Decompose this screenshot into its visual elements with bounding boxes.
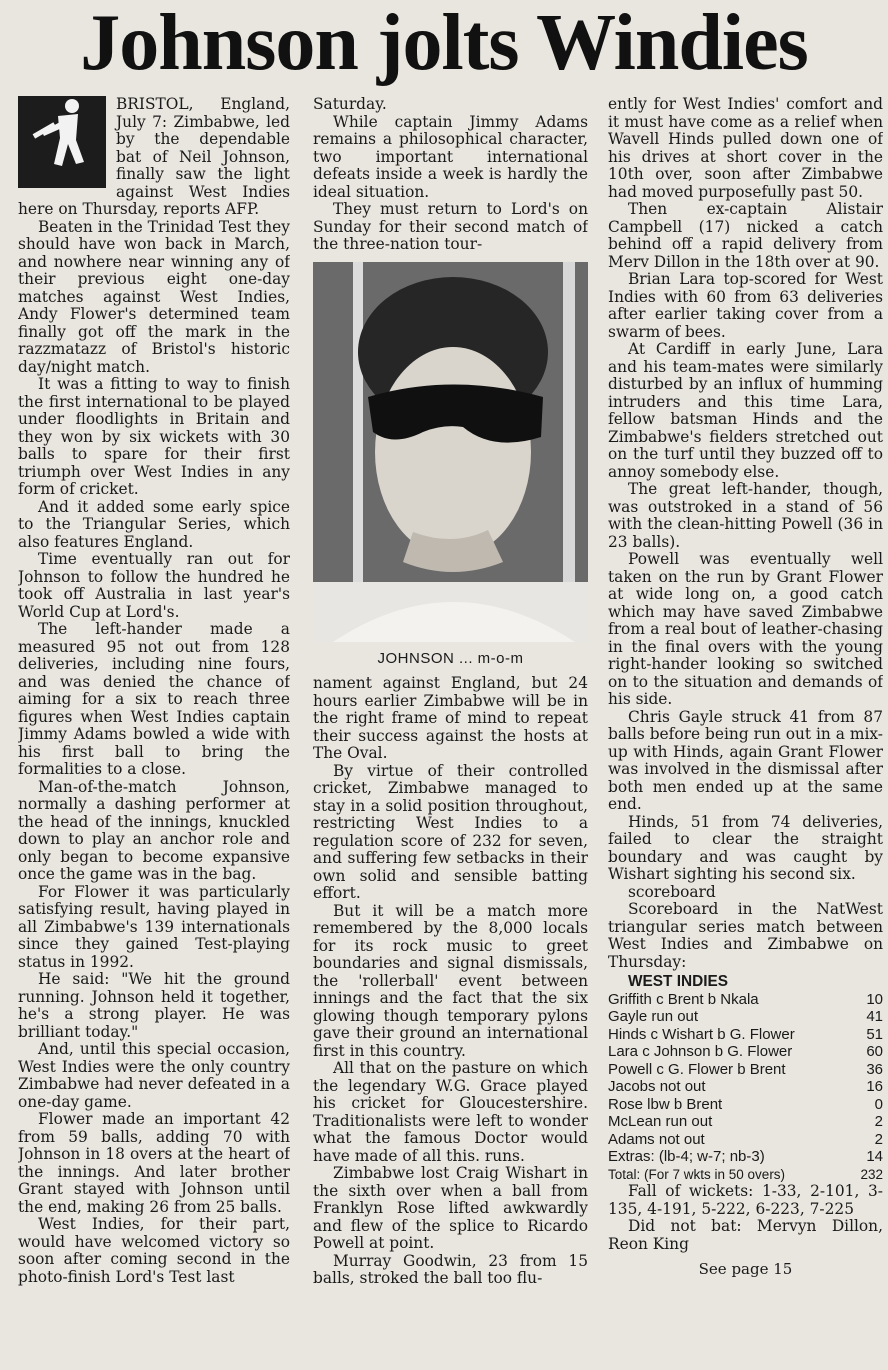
batsman-runs: 0 (874, 1095, 883, 1113)
paragraph: West Indies, for their part, would have welcomed victory so soon after coming second in the photo-finish Lord's Test last (18, 1215, 290, 1286)
paragraph: Hinds, 51 from 74 deliveries, failed to clear the straight boundary and was caught by Wishart sighting his second six. (608, 812, 883, 883)
batsman-runs: 2 (874, 1130, 883, 1148)
batsman-runs: 10 (866, 990, 883, 1008)
player-photo (313, 262, 588, 642)
scoreboard-row (608, 1078, 883, 1096)
column-3 (608, 96, 883, 1364)
paragraph: Chris Gayle struck 41 from 87 balls before being run out in a mix-up with Hinds, again Grant Flower was involved in the dismissal after both men ended up at the same end. (608, 707, 883, 813)
paragraph: The great left-hander, though, was outstroked in a stand of 56 with the clean-hitting Powell (36 in 23 balls). (608, 480, 883, 551)
batsman-entry: Powell c G. Flower b Brent (608, 1060, 786, 1078)
batsman-runs: 14 (866, 1148, 883, 1165)
article-text-col3 (608, 96, 883, 971)
paragraph: The left-hander made a measured 95 not out from 128 deliveries, including nine fours, and was denied the chance of aiming for a six to reach three figures when West Indies captain Jimmy Adams bowled a wide with his first ball to bring the formalities to a close. (18, 620, 290, 778)
paragraph: At Cardiff in early June, Lara and his team-mates were similarly disturbed by an influx of humming intruders and this time Lara, fellow batsman Hinds and the Zimbabwe's fielders stretched out on the turf until they buzzed off to annoy somebody else. (608, 340, 883, 481)
scoreboard-total (608, 1166, 883, 1184)
batsman-entry: Adams not out (608, 1130, 705, 1148)
paragraph: BRISTOL, England, July 7: Zimbabwe, led by the dependable bat of Neil Johnson, finally saw the light against West Indies here on Thursday, reports AFP. (18, 96, 290, 218)
scoreboard-row (608, 1096, 883, 1114)
article-text-col2-bottom (313, 675, 588, 1288)
total-runs: 232 (860, 1166, 883, 1182)
scoreboard-row (608, 1008, 883, 1026)
paragraph: nament against England, but 24 hours earlier Zimbabwe will be in the right frame of mind to repeat their success against the hosts at The Oval. (313, 674, 588, 762)
cricket-batsman-icon (18, 96, 106, 188)
column-1 (18, 96, 290, 1364)
paragraph: Brian Lara top-scored for West Indies with 60 from 63 deliveries after earlier taking cover from a swarm of bees. (608, 270, 883, 341)
fall-of-wickets: Fall of wickets: 1-33, 2-101, 3-135, 4-191, 5-222, 6-223, 7-225 (608, 1182, 883, 1218)
paragraph: Murray Goodwin, 23 from 15 balls, stroked the ball too flu- (313, 1251, 588, 1287)
batsman-entry: Griffith c Brent b Nkala (608, 990, 759, 1008)
paragraph: While captain Jimmy Adams remains a philosophical character, two important international defeats inside a week is hardly the ideal situation. (313, 112, 588, 201)
paragraph: Powell was eventually well taken on the run by Grant Flower at wide long on, a good catch which may have saved Zimbabwe from a real bout of leather-chasing in the final overs with the young right-hander looking so switched on to the situation and demands of his side. (608, 550, 883, 708)
paragraph: But it will be a match more remembered by the 8,000 locals for its rock music to greet boundaries and signal dismissals, the 'rollerball' event between innings and the fact that the six glowing though temporary pylons gave their ground an international first in this country. (313, 901, 588, 1060)
see-page-reference: See page 15 (698, 1260, 793, 1278)
paragraph: scoreboard (628, 882, 716, 901)
paragraph: All that on the pasture on which the legendary W.G. Grace played his cricket for Gloucestershire. Traditionalists were left to wonder what the famous Doctor would have made of all this. runs. (313, 1059, 588, 1165)
scoreboard-row (608, 1061, 883, 1079)
batsman-entry: Extras: (lb-4; w-7; nb-3) (608, 1148, 765, 1165)
paragraph: Beaten in the Trinidad Test they should have won back in March, and nowhere near winning any of their previous eight one-day matches against West Indies, Andy Flower's determined team finally got off the mark in the razzmatazz of Bristol's historic day/night match. (18, 217, 290, 376)
paragraph: And, until this special occasion, West Indies were the only country Zimbabwe had never defeated in a one-day game. (18, 1040, 290, 1111)
total-label: Total: (For 7 wkts in 50 overs) (608, 1166, 786, 1182)
batsman-runs: 60 (866, 1043, 883, 1060)
scoreboard-row (608, 1113, 883, 1131)
paragraph: Man-of-the-match Johnson, normally a dashing performer at the head of the innings, knuckled down to play an anchor role and only began to become expansive once the game was in the bag. (18, 777, 290, 883)
batsman-entry: Lara c Johnson b G. Flower (608, 1043, 793, 1060)
scoreboard-row (608, 1131, 883, 1149)
scoreboard-team: WEST INDIES (628, 973, 729, 990)
paragraph: By virtue of their controlled cricket, Zimbabwe managed to stay in a solid position throughout, restricting West Indies to a regulation score of 232 for seven, and suffering few setbacks in their own solid and sensible batting effort. (313, 761, 588, 902)
paragraph: Flower made an important 42 from 59 balls, adding 70 with Johnson in 18 overs at the heart of the innings. And later brother Grant stayed with Johnson until the end, making 26 from 25 balls. (18, 1110, 290, 1216)
headline: Johnson jolts Windies (80, 0, 808, 87)
batsman-runs: 41 (866, 1008, 883, 1025)
batsman-runs: 51 (866, 1025, 883, 1043)
paragraph: Scoreboard in the NatWest triangular series match between West Indies and Zimbabwe on Thursday: (608, 900, 883, 971)
batsman-entry: Jacobs not out (608, 1078, 706, 1095)
did-not-bat: Did not bat: Mervyn Dillon, Reon King (608, 1217, 883, 1253)
scoreboard-row (608, 1148, 883, 1166)
paragraph: Then ex-captain Alistair Campbell (17) nicked a catch behind off a rapid delivery from Merv Dillon in the 18th over at 90. (608, 200, 883, 271)
batsman-runs: 36 (866, 1060, 883, 1078)
batsman-entry: McLean run out (608, 1113, 713, 1130)
paragraph: ently for West Indies' comfort and it must have come as a relief when Wavell Hinds pulled down one of his drives at short cover in the 10th over, soon after Zimbabwe had moved purposefully past 50. (608, 96, 883, 201)
scoreboard-table (608, 991, 883, 1166)
batsman-entry: Rose lbw b Brent (608, 1095, 723, 1113)
paragraph: Zimbabwe lost Craig Wishart in the sixth over when a ball from Franklyn Rose lifted awkwardly and flew of the splice to Ricardo Powell at point. (313, 1164, 588, 1252)
paragraph: It was a fitting to way to finish the first international to be played under floodlights in Britain and they won by six wickets with 30 balls to spare for their first triumph over West Indies in any form of cricket. (18, 375, 290, 498)
paragraph: For Flower it was particularly satisfying result, having played in all Zimbabwe's 139 internationals since they gained Test-playing status in 1992. (18, 882, 290, 971)
scoreboard-row (608, 991, 883, 1009)
batsman-entry: Gayle run out (608, 1008, 699, 1025)
paragraph: Saturday. (313, 96, 387, 113)
article-text-col1 (18, 96, 290, 1286)
article-text-col2-top (313, 96, 588, 254)
paragraph: He said: "We hit the ground running. Johnson held it together, he's a strong player. He was brilliant today." (18, 970, 290, 1041)
batsman-runs: 2 (874, 1113, 883, 1130)
paragraph: Time eventually ran out for Johnson to follow the hundred he took off Australia in last year's World Cup at Lord's. (18, 550, 290, 621)
scoreboard-row (608, 1026, 883, 1044)
batsman-entry: Hinds c Wishart b G. Flower (608, 1025, 795, 1043)
paragraph: They must return to Lord's on Sunday for their second match of the three-nation tour- (313, 200, 588, 253)
paragraph: And it added some early spice to the Triangular Series, which also features England. (18, 497, 290, 551)
photo-caption: JOHNSON ... m-o-m (377, 649, 524, 667)
scoreboard-row (608, 1043, 883, 1061)
batsman-runs: 16 (866, 1078, 883, 1095)
column-2 (313, 96, 588, 1364)
